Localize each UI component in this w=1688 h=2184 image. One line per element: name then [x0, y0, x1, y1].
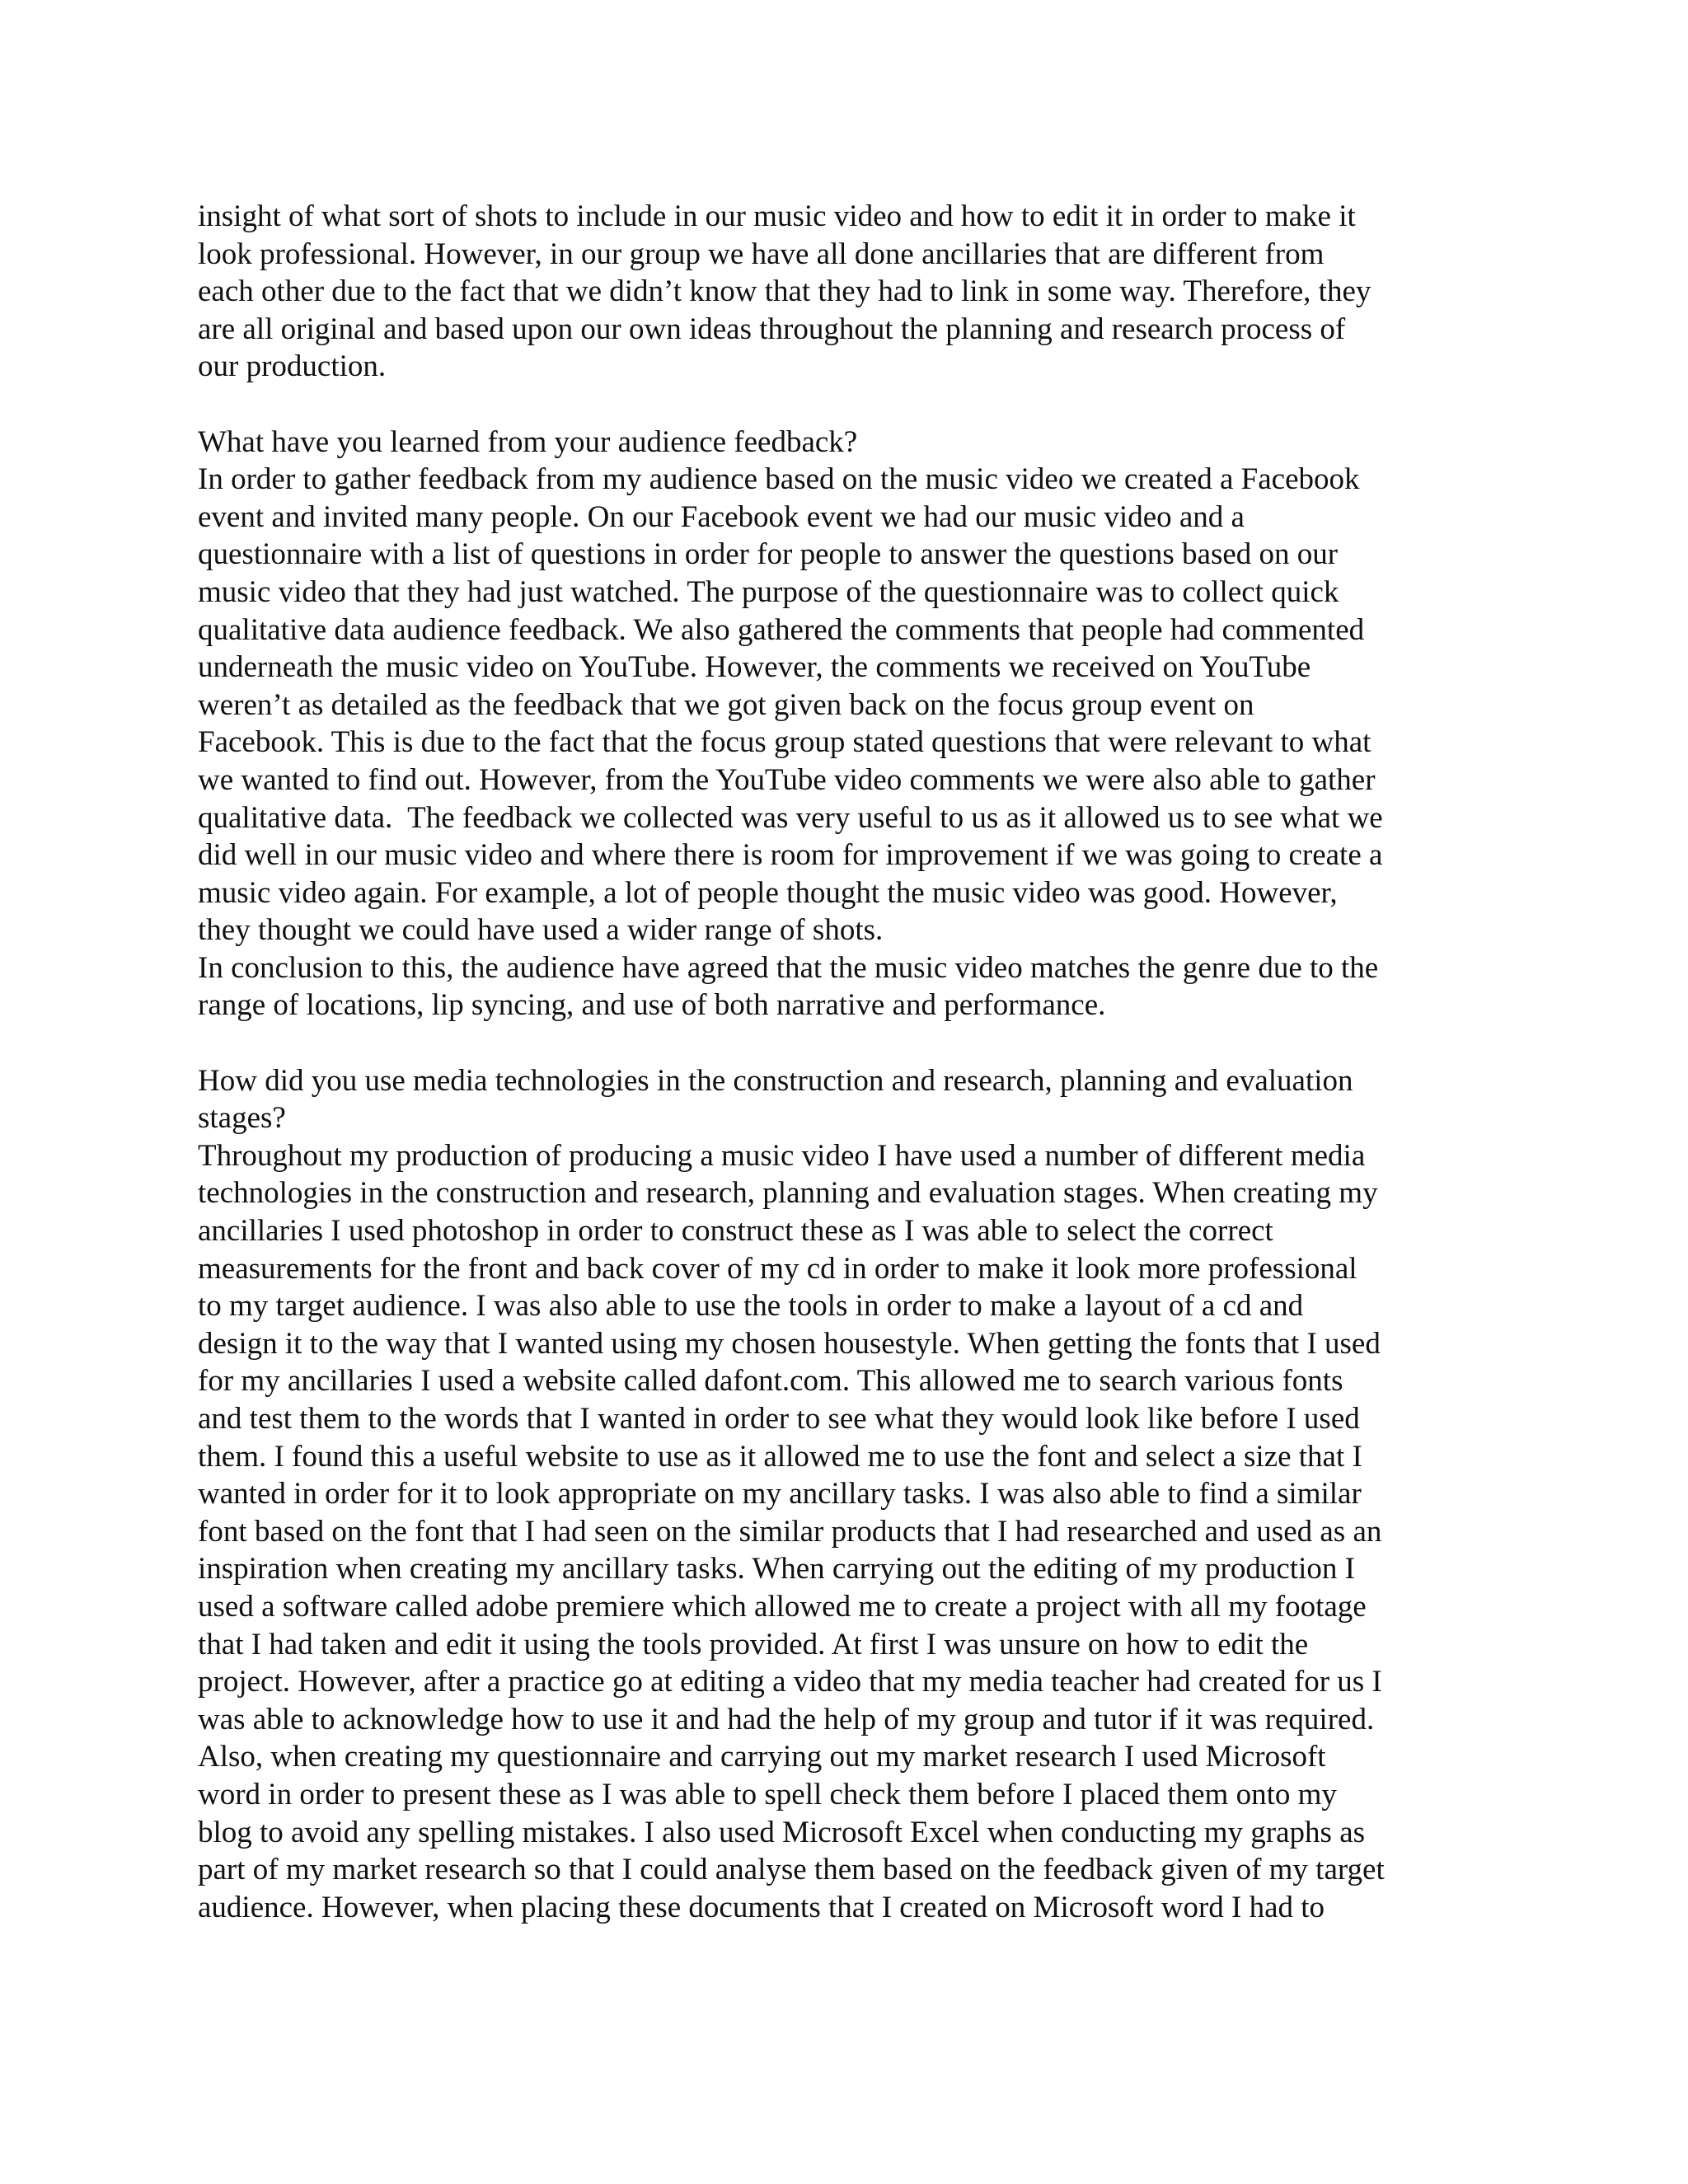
text-line: look professional. However, in our group we have all done ancillaries that are different from — [198, 237, 1325, 271]
text-line: and test them to the words that I wanted in order to see what they would look like before I used — [198, 1402, 1360, 1436]
paragraph-gap — [198, 1024, 1500, 1062]
text-line: part of my market research so that I could analyse them based on the feedback given of my target — [198, 1853, 1385, 1887]
text-line: measurements for the front and back cover of my cd in order to make it look more professional — [198, 1251, 1357, 1286]
text-line: we wanted to find out. However, from the YouTube video comments we were also able to gather — [198, 762, 1376, 797]
text-line: underneath the music video on YouTube. However, the comments we received on YouTube — [198, 650, 1311, 685]
text-line: In conclusion to this, the audience have agreed that the music video matches the genre due to the — [198, 950, 1379, 985]
text-line: stages? — [198, 1101, 286, 1136]
text-line: music video again. For example, a lot of people thought the music video was good. However, — [198, 875, 1338, 910]
text-line: questionnaire with a list of questions in order for people to answer the questions based on our — [198, 537, 1339, 572]
text-line: design it to the way that I wanted using my chosen housestyle. When getting the fonts that I used — [198, 1326, 1381, 1361]
text-line: used a software called adobe premiere which allowed me to create a project with all my footage — [198, 1589, 1367, 1624]
text-line: was able to acknowledge how to use it and had the help of my group and tutor if it was required. — [198, 1702, 1375, 1736]
document-body — [198, 198, 1500, 1926]
text-line: Also, when creating my questionnaire and carrying out my market research I used Microsoft — [198, 1740, 1326, 1774]
text-line: Throughout my production of producing a music video I have used a number of different media — [198, 1138, 1366, 1173]
text-line: them. I found this a useful website to use as it allowed me to use the font and select a size that I — [198, 1439, 1362, 1474]
text-line: to my target audience. I was also able to use the tools in order to make a layout of a cd and — [198, 1289, 1304, 1324]
paragraph — [198, 424, 1500, 1025]
text-line: range of locations, lip syncing, and use of both narrative and performance. — [198, 988, 1106, 1023]
text-line: project. However, after a practice go at editing a video that my media teacher had created for us I — [198, 1665, 1382, 1699]
text-line: What have you learned from your audience feedback? — [198, 424, 858, 459]
text-line: did well in our music video and where there is room for improvement if we was going to create a — [198, 838, 1383, 873]
text-line: event and invited many people. On our Facebook event we had our music video and a — [198, 499, 1245, 534]
text-line: ancillaries I used photoshop in order to construct these as I was able to select the correct — [198, 1214, 1273, 1249]
paragraph-gap — [198, 386, 1500, 424]
text-line: music video that they had just watched. The purpose of the questionnaire was to collect quick — [198, 574, 1339, 609]
text-line: are all original and based upon our own ideas throughout the planning and research process of — [198, 312, 1346, 346]
text-line: that I had taken and edit it using the tools provided. At first I was unsure on how to edit the — [198, 1627, 1309, 1661]
paragraph — [198, 1062, 1500, 1927]
text-line: our production. — [198, 349, 387, 384]
text-line: Facebook. This is due to the fact that the focus group stated questions that were relevant to what — [198, 725, 1372, 760]
text-line: blog to avoid any spelling mistakes. I also used Microsoft Excel when conducting my graphs as — [198, 1815, 1366, 1849]
text-line: each other due to the fact that we didn’t know that they had to link in some way. Therefore, they — [198, 274, 1372, 309]
text-line: wanted in order for it to look appropriate on my ancillary tasks. I was also able to find a similar — [198, 1477, 1362, 1511]
text-line: How did you use media technologies in the construction and research, planning and evaluation — [198, 1063, 1353, 1098]
text-line: qualitative data. The feedback we collected was very useful to us as it allowed us to see what we — [198, 800, 1383, 835]
text-line: word in order to present these as I was able to spell check them before I placed them onto my — [198, 1777, 1337, 1811]
text-line: audience. However, when placing these documents that I created on Microsoft word I had to — [198, 1890, 1325, 1924]
text-line: In order to gather feedback from my audience based on the music video we created a Facebook — [198, 462, 1360, 497]
paragraph — [198, 198, 1500, 386]
text-line: font based on the font that I had seen on the similar products that I had researched and used as an — [198, 1514, 1382, 1549]
text-line: they thought we could have used a wider range of shots. — [198, 913, 884, 948]
text-line: technologies in the construction and research, planning and evaluation stages. When creating my — [198, 1176, 1378, 1211]
text-line: weren’t as detailed as the feedback that we got given back on the focus group event on — [198, 687, 1254, 722]
text-line: inspiration when creating my ancillary tasks. When carrying out the editing of my production I — [198, 1552, 1355, 1586]
text-line: qualitative data audience feedback. We also gathered the comments that people had commented — [198, 612, 1365, 647]
text-line: insight of what sort of shots to include in our music video and how to edit it in order to make it — [198, 199, 1356, 233]
text-line: for my ancillaries I used a website called dafont.com. This allowed me to search various fonts — [198, 1364, 1343, 1399]
